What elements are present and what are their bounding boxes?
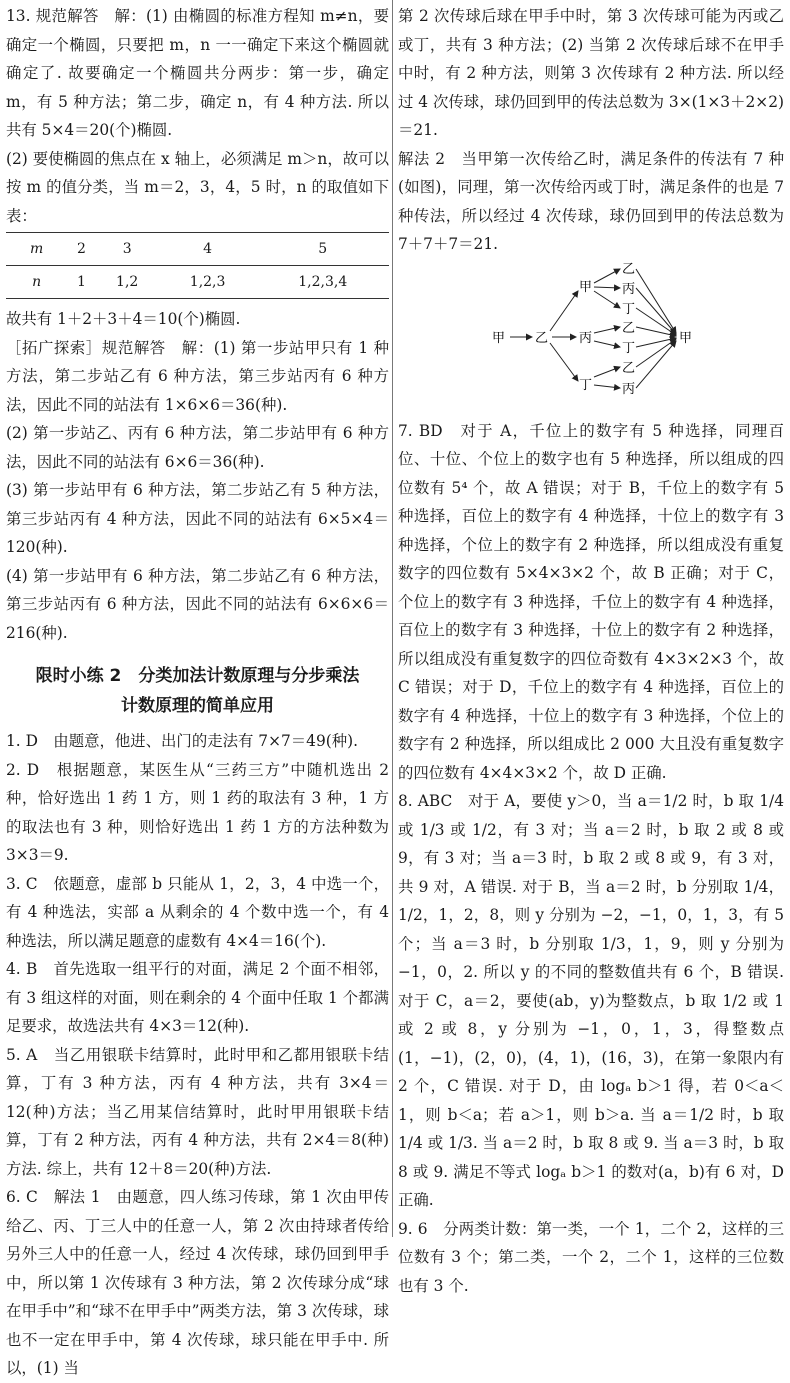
answer-3: 3. C 依题意，虚部 b 只能从 1，2，3，4 中选一个，有 4 种选法，实部 a 从剩余的 4 个数中选一个，有 4 种选法，所以满足题意的虚数有 4×4＝16(个). xyxy=(6,874,389,950)
node-end: 甲 xyxy=(679,330,693,346)
answer-4: 4. B 首先选取一组平行的对面，满足 2 个面不相邻，有 3 组这样的对面，则在剩余的 4 个面中任取 1 个都满足要求，故选法共有 4×3＝12(种). xyxy=(6,960,389,1035)
node-leaf: 乙 xyxy=(622,261,636,277)
node-leaf: 丙 xyxy=(622,381,636,397)
extension-part3: (3) 第一步站甲有 6 种方法，第二步站乙有 5 种方法，第三步站丙有 4 种方法，因此不同的站法有 6×5×4＝120(种). xyxy=(6,481,389,556)
section-title xyxy=(6,661,389,721)
answer-7: 7. BD 对于 A，千位上的数字有 5 种选择，同理百位、十位、个位上的数字也有 5 种选择，所以组成的四位数有 5⁴ 个，故 A 错误；对于 B，千位上的数字有 5 种选择，百位上的数字有 4 种选择，十位上的数字有 3 种选择，个位上的数字有 2 种选择，所以组成没有重复数字的四位数有 5×4×3×2 个，故 B 正确；对于 C，个位上的数字有 3 种选择，千位上的数字有 4 种选择，百位上的数字有 3 种选择，十位上的数字有 2 种选择，所以组成没有重复数字的四位奇数有 4×3×2×3 个，故 C 错误；对于 D，千位上的数字有 4 种选择，百位上的数字有 4 种选择，十位上的数字有 3 种选择，个位上的数字有 2 种选择，所以组成比 2 000 大且没有重复数字的四位数有 4×4×3×2 个，故 D 正确. xyxy=(398,421,784,782)
table-row-m xyxy=(6,233,389,266)
column-divider xyxy=(392,0,393,1237)
section-title-line1: 限时小练 2 分类加法计数原理与分步乘法 xyxy=(35,666,360,686)
table-cell: m xyxy=(6,233,67,266)
ball-passing-tree-diagram xyxy=(398,261,784,413)
q13-part1: 13. 规范解答 解：(1) 由椭圆的标准方程知 m≠n，要确定一个椭圆，只要把 m，n 一一确定下来这个椭圆就确定了. 故要确定一个椭圆共分两步：第一步，确定 m，有 5 种方法；第二步，确定 n，有 4 种方法. 所以共有 5×4＝20(个)椭圆. xyxy=(6,7,389,139)
q13-part2: (2) 要使椭圆的焦点在 x 轴上，必须满足 m＞n，故可以按 m 的值分类，当 m＝2，3，4，5 时，n 的取值如下表： xyxy=(6,149,389,225)
extension-part4: (4) 第一步站甲有 6 种方法，第二步站乙有 6 种方法，第三步站丙有 6 种方法，因此不同的站法有 6×6×6＝216(种). xyxy=(6,566,389,642)
table-cell: 5 xyxy=(256,233,389,266)
table-cell: 1,2,3 xyxy=(159,266,257,299)
answer-6-method2: 解法 2 当甲第一次传给乙时，满足条件的传法有 7 种(如图)，同理，第一次传给丙或丁时，满足条件的也是 7 种传法，所以经过 4 次传球，球仍回到甲的传法总数为 7＋7＋7＝21. xyxy=(398,149,784,253)
answer-5: 5. A 当乙用银联卡结算时，此时甲和乙都用银联卡结算，丁有 3 种方法，丙有 4 种方法，共有 3×4＝12(种)方法；当乙用某信结算时，此时甲用银联卡结算，丁有 2 种方法，丙有 4 种方法，共有 2×4＝8(种)方法. 综上，共有 12＋8＝20(种)方法. xyxy=(6,1045,389,1178)
m-n-table xyxy=(6,232,389,299)
node-leaf: 乙 xyxy=(622,360,636,376)
node-leaf: 丁 xyxy=(622,340,636,356)
table-cell: 3 xyxy=(96,233,159,266)
table-cell: 1,2 xyxy=(96,266,159,299)
right-column xyxy=(398,2,784,1300)
section-title-line2: 计数原理的简单应用 xyxy=(121,696,274,716)
left-column xyxy=(6,2,389,1383)
node-start: 甲 xyxy=(492,330,506,346)
extension-part1: ［拓广探索］规范解答 解：(1) 第一步站甲只有 1 种方法，第二步站乙有 6 种方法，第三步站丙有 6 种方法，因此不同的站法有 1×6×6＝36(种). xyxy=(6,338,389,414)
answer-6: 6. C 解法 1 由题意，四人练习传球，第 1 次由甲传给乙、丙、丁三人中的任意一人，第 2 次由持球者传给另外三人中的任意一人，经过 4 次传球，球仍回到甲手中，所以第 1 次传球有 3 种方法，第 2 次传球分成“球在甲手中”和“球不在甲手中”两类方法，第 3 次传球，球也不一定在甲手中，第 4 次传球，球只能在甲手中. 所以，(1) 当 xyxy=(6,1188,389,1377)
answer-9: 9. 6 分两类计数：第一类，一个 1，二个 2，这样的三位数有 3 个；第二类，一个 2，二个 1，这样的三位数也有 3 个. xyxy=(398,1219,784,1295)
node-mid: 丙 xyxy=(579,330,593,346)
table-row-n xyxy=(6,266,389,299)
answer-6-continued: 第 2 次传球后球在甲手中时，第 3 次传球可能为丙或乙或丁，共有 3 种方法；(2) 当第 2 次传球后球不在甲手中时，有 2 种方法，则第 3 次传球有 2 种方法. 所以经过 4 次传球，球仍回到甲的传法总数为 3×(1×3＋2×2)＝21. xyxy=(398,7,784,139)
table-cell: n xyxy=(6,266,67,299)
answer-2: 2. D 根据题意，某医生从“三药三方”中随机选出 2 种，恰好选出 1 药 1 方，则 1 药的取法有 3 种，1 方的取法也有 3 种，则恰好选出 1 药 1 方的方法种数为 3×3＝9. xyxy=(6,760,389,864)
table-cell: 1 xyxy=(67,266,95,299)
node-mid: 甲 xyxy=(579,279,593,295)
table-cell: 2 xyxy=(67,233,95,266)
answer-8: 8. ABC 对于 A，要使 y＞0，当 a＝1/2 时，b 取 1/4 或 1/3 或 1/2，有 3 对；当 a＝2 时，b 取 2 或 8 或 9，有 3 对；当 a＝3 时，b 取 2 或 8 或 9，有 3 对，共 9 对，A 错误. 对于 B，当 a＝2 时，b 分别取 1/4，1/2，1，2，8，则 y 分别为 −2，−1，0，1，3，有 5 个；当 a＝3 时，b 分别取 1/3，1，9，则 y 分别为 −1，0，2. 所以 y 的不同的整数值共有 6 个，B 错误. 对于 C，a＝2，要使(ab，y)为整数点，b 取 1/2 或 1 或 2 或 8，y 分别为 −1，0，1，3，得整数点(1，−1)，(2，0)，(4，1)，(16，3)，在第一象限内有 2 个，C 错误. 对于 D，由 logₐ b＞1 得，若 0＜a＜1，则 b＜a；若 a＞1，则 b＞a. 当 a＝1/2 时，b 取 1/4 或 1/3. 当 a＝2 时，b 取 8 或 9. 当 a＝3 时，b 取 8 或 9. 满足不等式 logₐ b＞1 的数对(a，b)有 6 对，D 正确. xyxy=(398,792,784,1209)
node-leaf: 乙 xyxy=(622,320,636,336)
table-cell: 1,2,3,4 xyxy=(256,266,389,299)
node-second: 乙 xyxy=(535,330,549,346)
node-mid: 丁 xyxy=(579,377,593,393)
answer-1: 1. D 由题意，他进、出门的走法有 7×7＝49(种). xyxy=(6,732,359,750)
table-cell: 4 xyxy=(159,233,257,266)
node-leaf: 丁 xyxy=(622,301,636,317)
q13-conclusion: 故共有 1＋2＋3＋4＝10(个)椭圆. xyxy=(6,310,241,328)
node-leaf: 丙 xyxy=(622,281,636,297)
extension-part2: (2) 第一步站乙、丙有 6 种方法，第二步站甲有 6 种方法，因此不同的站法有 6×6＝36(种). xyxy=(6,424,389,471)
